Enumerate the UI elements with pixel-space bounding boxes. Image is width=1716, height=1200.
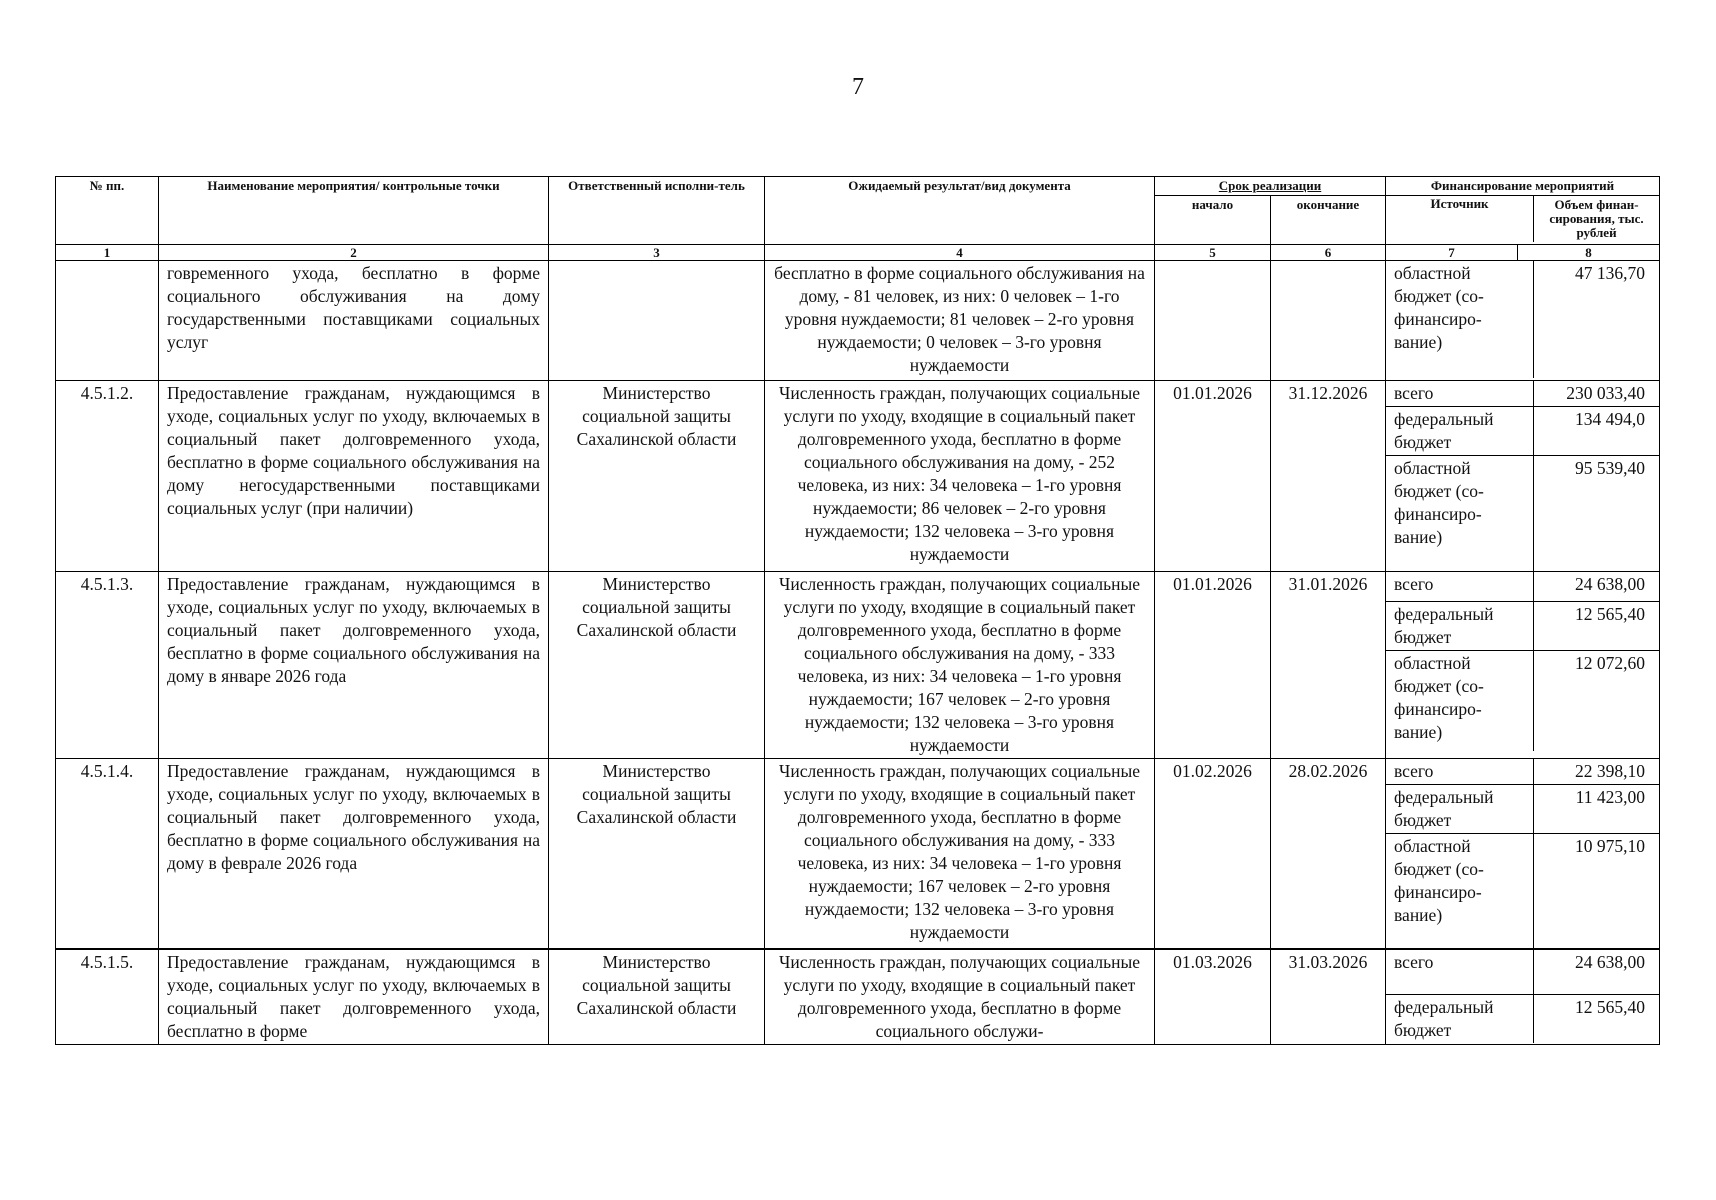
row-measure-name: Предоставление гражданам, нуждающимся в уходе, социальных услуг по уходу, включаемых в социальный пакет долговременного ухода, бесплатно в форме социального обслуживания на дому негосударственными поставщиками социальных услуг (при наличии) [159, 381, 549, 572]
financing-line [1386, 759, 1659, 785]
header-financing-sub [1386, 196, 1660, 245]
row-start-date [1155, 261, 1271, 381]
header-row-1 [56, 177, 1660, 196]
row-financing [1386, 261, 1660, 381]
column-number: 2 [159, 245, 549, 261]
financing-amount: 12 072,60 [1575, 653, 1646, 673]
header-measure-name: Наименование мероприятия/ контрольные точки [159, 177, 549, 245]
financing-line [1386, 994, 1659, 1043]
row-end-date: 31.03.2026 [1271, 949, 1386, 1045]
row-number: 4.5.1.2. [56, 381, 159, 572]
financing-source: федеральный бюджет [1386, 602, 1534, 651]
financing-line [1386, 602, 1659, 651]
row-financing [1386, 381, 1660, 572]
row-result: бесплатно в форме социального обслуживания на дому, - 81 человек, из них: 0 человек – 1-го уровня нуждаемости; 81 человек – 2-го уровня нуждаемости; 0 человек – 3-го уровня нуждаемости [765, 261, 1155, 381]
column-number: 5 [1155, 245, 1271, 261]
header-executor: Ответственный исполни-тель [549, 177, 765, 245]
row-start-date: 01.02.2026 [1155, 758, 1271, 949]
financing-source: всего [1386, 381, 1534, 407]
table-row [56, 758, 1660, 949]
table-row [56, 571, 1660, 758]
financing-source: федеральный бюджет [1386, 994, 1534, 1043]
column-number: 4 [765, 245, 1155, 261]
page-number: 7 [852, 74, 864, 100]
header-result: Ожидаемый результат/вид документа [765, 177, 1155, 245]
row-financing [1386, 758, 1660, 949]
financing-amount: 47 136,70 [1575, 263, 1646, 283]
header-source: Источник [1386, 196, 1534, 242]
column-number: 8 [1585, 245, 1592, 260]
financing-source: всего [1386, 759, 1534, 785]
financing-source: всего [1386, 950, 1534, 994]
financing-amount: 12 565,40 [1575, 996, 1646, 1017]
financing-line [1386, 572, 1659, 602]
column-number: 7 [1386, 245, 1518, 260]
row-financing [1386, 571, 1660, 758]
financing-amount: 24 638,00 [1534, 950, 1660, 994]
column-number: 1 [56, 245, 159, 261]
financing-source: областной бюджет (со-финансиро-вание) [1386, 651, 1534, 751]
financing-line [1386, 456, 1659, 571]
financing-amount: 230 033,40 [1534, 381, 1660, 407]
financing-source: федеральный бюджет [1386, 407, 1534, 456]
row-number [56, 261, 159, 381]
row-start-date: 01.01.2026 [1155, 381, 1271, 572]
header-number: № пп. [56, 177, 159, 245]
financing-source: областной бюджет (со-финансиро-вание) [1386, 456, 1534, 571]
financing-amount: 24 638,00 [1534, 572, 1660, 602]
column-numbers-row [56, 245, 1660, 261]
row-start-date: 01.01.2026 [1155, 571, 1271, 758]
header-financing: Финансирование мероприятий [1386, 177, 1660, 196]
row-result: Численность граждан, получающих социальные услуги по уходу, входящие в социальный пакет долговременного ухода, бесплатно в форме социального обслуживания на дому, - 333 человека, из них: 34 человека – 1-го уровня нуждаемости; 167 человек – 2-го уровня нуждаемости; 132 человека – 3-го уровня нуждаемости [765, 758, 1155, 949]
financing-line [1386, 651, 1659, 751]
financing-amount: 11 423,00 [1534, 784, 1660, 833]
financing-source: областной бюджет (со-финансиро-вание) [1386, 833, 1534, 948]
header-period: Срок реализации [1155, 177, 1386, 196]
financing-source: федеральный бюджет [1386, 784, 1534, 833]
column-number: 3 [549, 245, 765, 261]
financing-amount: 95 539,40 [1575, 458, 1646, 478]
financing-line [1386, 950, 1659, 994]
row-executor: Министерство социальной защиты Сахалинской области [549, 758, 765, 949]
financing-amount: 10 975,10 [1575, 835, 1646, 856]
column-number: 6 [1271, 245, 1386, 261]
financing-line [1386, 381, 1659, 407]
row-number: 4.5.1.5. [56, 949, 159, 1045]
financing-line [1386, 784, 1659, 833]
row-executor: Министерство социальной защиты Сахалинской области [549, 949, 765, 1045]
row-end-date: 31.12.2026 [1271, 381, 1386, 572]
financing-amount: 12 565,40 [1534, 602, 1660, 651]
row-number: 4.5.1.3. [56, 571, 159, 758]
header-financing-table [1386, 196, 1659, 242]
row-financing [1386, 949, 1660, 1045]
financing-line [1386, 407, 1659, 456]
financing-amount: 134 494,0 [1534, 407, 1660, 456]
table-row [56, 381, 1660, 572]
row-executor [549, 261, 765, 381]
row-end-date: 31.01.2026 [1271, 571, 1386, 758]
row-executor: Министерство социальной защиты Сахалинской области [549, 571, 765, 758]
row-measure-name: говременного ухода, бесплатно в форме социального обслуживания на дому государственными поставщиками социальных услуг [159, 261, 549, 381]
financing-source: областной бюджет (со-финансиро-вание) [1386, 261, 1534, 378]
row-end-date [1271, 261, 1386, 381]
row-executor: Министерство социальной защиты Сахалинской области [549, 381, 765, 572]
row-measure-name: Предоставление гражданам, нуждающимся в уходе, социальных услуг по уходу, включаемых в социальный пакет долговременного ухода, бесплатно в форме [159, 949, 549, 1045]
header-start: начало [1155, 196, 1271, 245]
row-result: Численность граждан, получающих социальные услуги по уходу, входящие в социальный пакет долговременного ухода, бесплатно в форме социального обслужи- [765, 949, 1155, 1045]
column-number-pair [1386, 245, 1660, 261]
measures-table [55, 176, 1660, 1045]
row-end-date: 28.02.2026 [1271, 758, 1386, 949]
financing-amount: 22 398,10 [1534, 759, 1660, 785]
header-end: окончание [1271, 196, 1386, 245]
row-start-date: 01.03.2026 [1155, 949, 1271, 1045]
financing-source: всего [1386, 572, 1534, 602]
header-volume: Объем финан-сирования, тыс. рублей [1549, 197, 1644, 240]
row-number: 4.5.1.4. [56, 758, 159, 949]
row-result: Численность граждан, получающих социальные услуги по уходу, входящие в социальный пакет долговременного ухода, бесплатно в форме социального обслуживания на дому, - 333 человека, из них: 34 человека – 1-го уровня нуждаемости; 167 человек – 2-го уровня нуждаемости; 132 человека – 3-го уровня нуждаемости [765, 571, 1155, 758]
row-measure-name: Предоставление гражданам, нуждающимся в уходе, социальных услуг по уходу, включаемых в социальный пакет долговременного ухода, бесплатно в форме социального обслуживания на дому в январе 2026 года [159, 571, 549, 758]
row-measure-name: Предоставление гражданам, нуждающимся в уходе, социальных услуг по уходу, включаемых в социальный пакет долговременного ухода, бесплатно в форме социального обслуживания на дому в феврале 2026 года [159, 758, 549, 949]
table-row [56, 949, 1660, 1045]
table-row [56, 261, 1660, 381]
row-result: Численность граждан, получающих социальные услуги по уходу, входящие в социальный пакет долговременного ухода, бесплатно в форме социального обслуживания на дому, - 252 человека, из них: 34 человека – 1-го уровня нуждаемости; 86 человек – 2-го уровня нуждаемости; 132 человека – 3-го уровня нуждаемости [765, 381, 1155, 572]
financing-line [1386, 261, 1659, 378]
financing-line [1386, 833, 1659, 948]
